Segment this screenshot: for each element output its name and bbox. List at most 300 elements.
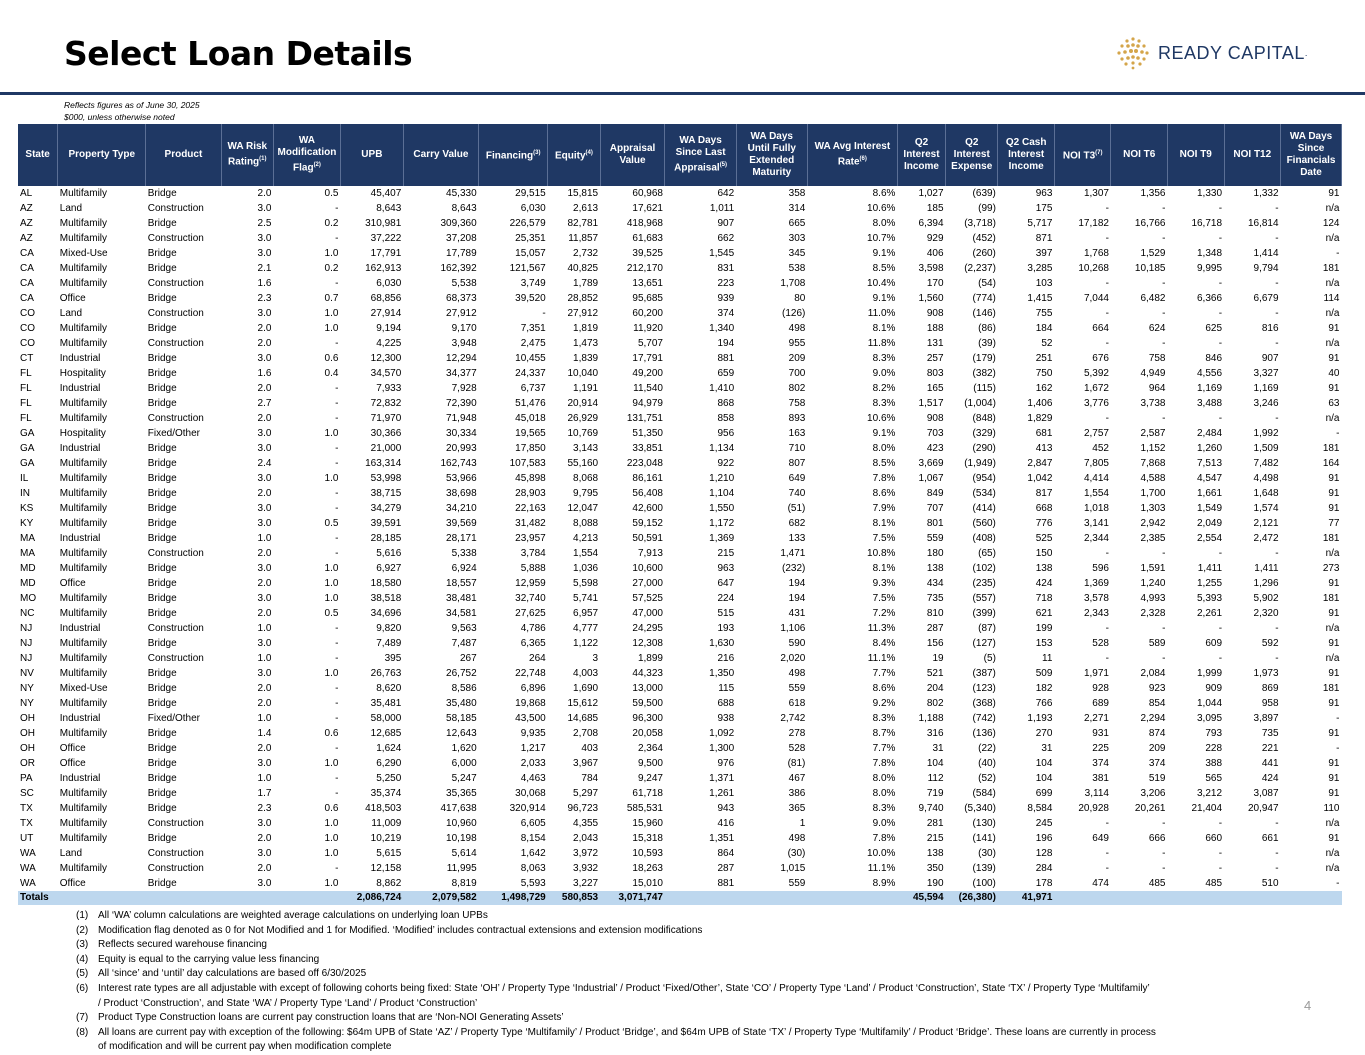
table-cell: 956 xyxy=(717,428,735,439)
table-cell: 8.3% xyxy=(872,398,896,409)
table-cell: 2.0 xyxy=(257,683,272,694)
table-cell: 6,000 xyxy=(451,758,477,769)
table-cell: 801 xyxy=(926,518,944,529)
column-header-label: NOI T3 xyxy=(1062,150,1096,162)
table-cell: 9,935 xyxy=(520,728,546,739)
table-cell: 3.0 xyxy=(257,503,272,514)
table-cell: 943 xyxy=(717,803,735,814)
table-cell: 114 xyxy=(1323,293,1340,304)
table-cell: Construction xyxy=(147,623,204,634)
table-cell: 2,084 xyxy=(1140,668,1166,679)
table-cell: 6,605 xyxy=(520,818,546,829)
table-cell: 9.0% xyxy=(872,368,896,379)
table-cell: 8,862 xyxy=(376,878,402,889)
table-cell: 3.0 xyxy=(257,638,272,649)
table-cell: - xyxy=(1162,233,1166,244)
table-cell: - xyxy=(1275,338,1279,349)
table-cell: (382) xyxy=(972,368,996,379)
table-cell: 181 xyxy=(1322,533,1340,544)
table-cell: 5,902 xyxy=(1253,593,1279,604)
table-cell: - xyxy=(335,773,339,784)
table-cell: 24,295 xyxy=(632,623,663,634)
table-cell: CO xyxy=(20,338,35,349)
table-cell: 2.0 xyxy=(257,488,272,499)
table-cell: 660 xyxy=(1205,833,1223,844)
units-note: $000, unless otherwise noted xyxy=(64,112,175,122)
table-cell: - xyxy=(335,698,339,709)
table-cell: - xyxy=(1105,653,1109,664)
table-cell: 264 xyxy=(529,653,546,664)
table-cell: (81) xyxy=(787,758,806,769)
table-cell: 15,057 xyxy=(515,248,546,259)
table-cell: - xyxy=(1336,743,1340,754)
table-cell: 1.0 xyxy=(324,758,339,769)
table-cell: (115) xyxy=(973,383,996,394)
table-cell: 8,643 xyxy=(376,203,402,214)
table-cell: 1,106 xyxy=(780,623,806,634)
table-cell: - xyxy=(1275,863,1279,874)
table-cell: 17,850 xyxy=(515,443,546,454)
table-cell: (232) xyxy=(782,563,806,574)
table-cell: 8.5% xyxy=(872,263,896,274)
totals-cell: 3,071,747 xyxy=(600,891,665,905)
table-cell: - xyxy=(1162,278,1166,289)
table-cell: 162,913 xyxy=(365,263,402,274)
table-cell: 12,643 xyxy=(446,728,477,739)
table-cell: 6,365 xyxy=(520,638,546,649)
table-cell: 397 xyxy=(1035,248,1053,259)
table-cell: 3,749 xyxy=(520,278,546,289)
table-cell: (2,237) xyxy=(964,263,996,274)
table-cell: 96,300 xyxy=(632,713,663,724)
table-cell: 1,134 xyxy=(709,443,735,454)
table-cell: 91 xyxy=(1328,758,1340,769)
table-cell: 4,213 xyxy=(573,533,599,544)
logo-text: READY CAPITAL xyxy=(1158,42,1305,63)
table-cell: 2,732 xyxy=(573,248,599,259)
table-cell: 8.2% xyxy=(872,383,896,394)
footnote-number xyxy=(76,997,98,1012)
table-cell: MD xyxy=(20,563,36,574)
table-cell: 964 xyxy=(1148,383,1166,394)
table-cell: 12,158 xyxy=(370,863,402,874)
table-cell: OH xyxy=(20,743,35,754)
table-cell: 1,411 xyxy=(1254,563,1279,574)
table-cell: 11,920 xyxy=(633,323,663,334)
table-cell: 82,781 xyxy=(567,218,599,229)
table-cell: 0.5 xyxy=(324,608,339,619)
table-cell: 6,030 xyxy=(376,278,402,289)
footnote xyxy=(76,982,1156,997)
footnote-text: Modification flag denoted as 0 for Not Modified and 1 for Modified. ‘Modified’ includes contractual extensions and extension modifications xyxy=(98,924,703,936)
table-cell: 27,912 xyxy=(567,308,599,319)
table-cell: 3 xyxy=(592,653,599,664)
table-cell: 0.5 xyxy=(324,188,339,199)
table-cell: 1,348 xyxy=(1197,248,1223,259)
table-cell: 9,820 xyxy=(376,623,402,634)
column-header xyxy=(1168,124,1225,186)
table-cell: 874 xyxy=(1148,728,1166,739)
table-cell: 8.6% xyxy=(872,488,896,499)
table-cell: 3,227 xyxy=(573,878,599,889)
table-cell: 56,408 xyxy=(632,488,663,499)
table-cell: 26,752 xyxy=(446,668,477,679)
table-cell: 4,355 xyxy=(573,818,599,829)
table-cell: 2,847 xyxy=(1027,458,1053,469)
ready-capital-logo-icon xyxy=(1116,36,1150,70)
table-cell: 1,620 xyxy=(451,743,477,754)
table-cell: (329) xyxy=(972,428,996,439)
table-cell: (954) xyxy=(972,473,996,484)
table-cell: 138 xyxy=(926,563,944,574)
column-header-label: Property Type xyxy=(68,149,135,160)
table-cell: 13,000 xyxy=(632,683,663,694)
table-cell: 91 xyxy=(1328,323,1340,334)
table-cell: 1,369 xyxy=(1083,578,1109,589)
table-cell: 7,351 xyxy=(520,323,546,334)
table-cell: Construction xyxy=(147,548,204,559)
table-cell: 18,580 xyxy=(370,578,402,589)
table-cell: 182 xyxy=(1035,683,1053,694)
table-cell: 452 xyxy=(1092,443,1109,454)
table-cell: 2,742 xyxy=(780,713,806,724)
column-header-label: WA Days Since Financials Date xyxy=(1286,131,1336,178)
table-cell: 267 xyxy=(459,653,477,664)
table-cell: 4,498 xyxy=(1253,473,1279,484)
totals-cell xyxy=(1168,891,1225,905)
table-cell: - xyxy=(1105,278,1109,289)
table-cell: 7,805 xyxy=(1083,458,1109,469)
table-cell: 521 xyxy=(926,668,944,679)
table-cell: 374 xyxy=(1148,758,1166,769)
table-cell: 810 xyxy=(926,608,944,619)
table-cell: (3,718) xyxy=(964,218,996,229)
table-cell: CT xyxy=(20,353,34,364)
table-cell: - xyxy=(335,623,339,634)
table-cell: 1,042 xyxy=(1027,473,1053,484)
table-cell: Bridge xyxy=(147,218,177,229)
table-cell: 3.0 xyxy=(257,848,272,859)
table-cell: 625 xyxy=(1205,323,1223,334)
table-cell: 735 xyxy=(1261,728,1279,739)
table-cell: 1,044 xyxy=(1197,698,1223,709)
table-cell: Bridge xyxy=(147,788,177,799)
table-row xyxy=(18,516,1342,531)
table-cell: Bridge xyxy=(147,443,177,454)
table-cell: 3.0 xyxy=(257,353,272,364)
table-cell: 38,481 xyxy=(446,593,477,604)
table-cell: 5,538 xyxy=(451,278,477,289)
totals-cell: 1,498,729 xyxy=(479,891,548,905)
table-cell: 7,913 xyxy=(637,548,663,559)
table-cell: 178 xyxy=(1035,878,1053,889)
table-cell: 194 xyxy=(788,593,806,604)
table-cell: 1,255 xyxy=(1197,578,1223,589)
table-cell: Land xyxy=(59,308,83,319)
table-cell: n/a xyxy=(1325,548,1340,559)
table-cell: 2.0 xyxy=(257,743,272,754)
table-cell: - xyxy=(335,278,339,289)
table-row xyxy=(18,681,1342,696)
table-cell: (130) xyxy=(972,818,996,829)
table-cell: 20,261 xyxy=(1134,803,1166,814)
table-cell: 17,791 xyxy=(632,353,663,364)
table-cell: 1.0 xyxy=(324,833,339,844)
table-cell: 3,776 xyxy=(1083,398,1109,409)
table-cell: 2,344 xyxy=(1083,533,1109,544)
table-cell: Bridge xyxy=(147,248,177,259)
table-cell: 929 xyxy=(926,233,944,244)
table-cell: - xyxy=(1162,818,1166,829)
table-cell: 365 xyxy=(788,803,806,814)
table-cell: 212,170 xyxy=(626,263,663,274)
table-cell: NC xyxy=(20,608,35,619)
table-cell: 8,586 xyxy=(451,683,477,694)
footnote-number: (6) xyxy=(76,982,89,994)
table-cell: 1,036 xyxy=(573,563,599,574)
table-cell: 485 xyxy=(1148,878,1166,889)
table-cell: 185 xyxy=(926,203,944,214)
table-cell: Office xyxy=(59,578,86,589)
table-cell: 766 xyxy=(1035,698,1053,709)
table-cell: Hospitality xyxy=(59,368,106,379)
table-cell: 228 xyxy=(1205,743,1223,754)
column-header xyxy=(58,124,146,186)
table-row xyxy=(18,366,1342,381)
table-cell: Multifamily xyxy=(59,818,108,829)
table-cell: 740 xyxy=(788,488,806,499)
table-cell: 1,406 xyxy=(1027,398,1053,409)
column-header xyxy=(340,124,403,186)
table-cell: (387) xyxy=(972,668,996,679)
table-cell: 91 xyxy=(1328,728,1340,739)
table-cell: 59,152 xyxy=(632,518,663,529)
table-cell: 7,868 xyxy=(1140,458,1166,469)
column-header-label: Product xyxy=(164,149,203,160)
table-cell: 31 xyxy=(1041,743,1053,754)
table-cell: (179) xyxy=(972,353,996,364)
table-cell: 86,161 xyxy=(632,473,663,484)
table-cell: Industrial xyxy=(59,533,101,544)
column-header xyxy=(18,124,58,186)
table-cell: - xyxy=(1275,848,1279,859)
table-cell: 2.0 xyxy=(257,833,272,844)
table-cell: 35,365 xyxy=(446,788,477,799)
table-cell: 15,960 xyxy=(632,818,663,829)
table-cell: 9.3% xyxy=(872,578,896,589)
table-cell: 5,717 xyxy=(1027,218,1053,229)
table-cell: GA xyxy=(20,458,35,469)
table-cell: FL xyxy=(20,398,32,409)
table-cell: 3,488 xyxy=(1197,398,1223,409)
table-cell: - xyxy=(335,638,339,649)
table-cell: 1,411 xyxy=(1197,563,1223,574)
table-cell: 2.7 xyxy=(257,398,272,409)
table-cell: 559 xyxy=(926,533,944,544)
table-cell: 257 xyxy=(926,353,944,364)
table-cell: 21,000 xyxy=(370,443,402,454)
table-cell: 27,912 xyxy=(446,308,477,319)
table-cell: 49,200 xyxy=(632,368,663,379)
table-cell: 909 xyxy=(1205,683,1223,694)
table-cell: 91 xyxy=(1328,773,1340,784)
table-cell: - xyxy=(335,683,339,694)
table-cell: Multifamily xyxy=(59,188,108,199)
table-cell: - xyxy=(1218,848,1223,859)
table-cell: 35,480 xyxy=(446,698,477,709)
table-cell: 7.7% xyxy=(872,668,896,679)
table-cell: 1,369 xyxy=(709,533,735,544)
table-cell: 8,819 xyxy=(451,878,477,889)
totals-cell: Totals xyxy=(18,891,58,905)
table-cell: 16,718 xyxy=(1191,218,1223,229)
table-cell: 3.0 xyxy=(257,233,272,244)
table-cell: 682 xyxy=(788,518,806,529)
table-cell: - xyxy=(335,413,339,424)
table-cell: NY xyxy=(20,683,34,694)
table-cell: 849 xyxy=(926,488,944,499)
table-cell: 162,392 xyxy=(440,263,477,274)
table-cell: Industrial xyxy=(59,773,101,784)
table-cell: 2,385 xyxy=(1140,533,1166,544)
table-cell: 6,896 xyxy=(520,683,546,694)
footnote xyxy=(76,997,1156,1012)
table-cell: Multifamily xyxy=(59,263,108,274)
table-cell: 3.0 xyxy=(257,308,272,319)
table-cell: 2.0 xyxy=(257,338,272,349)
table-cell: 1,829 xyxy=(1027,413,1053,424)
footnote xyxy=(76,1040,1156,1055)
table-cell: AL xyxy=(20,188,33,199)
table-cell: Multifamily xyxy=(59,413,108,424)
page-title: Select Loan Details xyxy=(64,34,413,73)
table-cell: 776 xyxy=(1035,518,1053,529)
table-cell: 908 xyxy=(926,308,944,319)
table-cell: (290) xyxy=(972,443,996,454)
table-cell: 20,947 xyxy=(1247,803,1279,814)
table-cell: 163 xyxy=(788,428,806,439)
table-cell: AZ xyxy=(20,218,33,229)
table-cell: 2,033 xyxy=(520,758,546,769)
table-cell: 165 xyxy=(926,383,944,394)
table-cell: 1,899 xyxy=(637,653,663,664)
table-cell: 1,018 xyxy=(1083,503,1109,514)
table-cell: KS xyxy=(20,503,34,514)
table-cell: 7,489 xyxy=(376,638,402,649)
totals-cell xyxy=(273,891,340,905)
table-cell: 33,851 xyxy=(632,443,663,454)
table-cell: 60,200 xyxy=(632,308,663,319)
table-cell: 2.0 xyxy=(257,383,272,394)
column-header xyxy=(665,124,736,186)
table-cell: 115 xyxy=(718,683,735,694)
table-cell: Multifamily xyxy=(59,593,108,604)
table-cell: - xyxy=(1275,413,1279,424)
table-cell: 3.0 xyxy=(257,443,272,454)
table-cell: 2,328 xyxy=(1140,608,1166,619)
table-cell: 0.5 xyxy=(324,518,339,529)
table-cell: 1,999 xyxy=(1197,668,1223,679)
table-cell: 498 xyxy=(788,668,806,679)
column-header-label: NOI T6 xyxy=(1123,149,1156,160)
table-cell: 4,949 xyxy=(1140,368,1166,379)
table-cell: - xyxy=(1162,413,1166,424)
footnote-number: (4) xyxy=(76,953,89,965)
table-cell: - xyxy=(1105,203,1109,214)
table-cell: 699 xyxy=(1035,788,1053,799)
table-cell: (584) xyxy=(972,788,996,799)
table-cell: 28,185 xyxy=(370,533,402,544)
table-cell: 8.5% xyxy=(872,458,896,469)
table-cell: 26,763 xyxy=(370,668,402,679)
table-cell: 928 xyxy=(1092,683,1109,694)
table-cell: 251 xyxy=(1035,353,1053,364)
table-cell: SC xyxy=(20,788,34,799)
table-cell: 91 xyxy=(1328,698,1340,709)
table-cell: 1,471 xyxy=(780,548,806,559)
table-cell: n/a xyxy=(1325,863,1340,874)
table-row xyxy=(18,456,1342,471)
table-cell: Multifamily xyxy=(59,458,108,469)
table-row xyxy=(18,606,1342,621)
table-cell: 193 xyxy=(717,623,735,634)
totals-cell: 2,079,582 xyxy=(403,891,478,905)
table-cell: 1.4 xyxy=(257,728,272,739)
table-cell: 1.6 xyxy=(257,368,272,379)
table-cell: Construction xyxy=(147,233,204,244)
table-cell: 196 xyxy=(1035,833,1053,844)
table-cell: 816 xyxy=(1261,323,1279,334)
table-cell: CA xyxy=(20,263,34,274)
column-header-label: Q2 Cash Interest Income xyxy=(1005,137,1047,172)
table-cell: 12,300 xyxy=(370,353,402,364)
table-cell: 9.1% xyxy=(872,248,896,259)
table-cell: 3,143 xyxy=(573,443,599,454)
table-cell: - xyxy=(1105,848,1109,859)
table-cell: - xyxy=(1218,623,1223,634)
table-cell: 223,048 xyxy=(626,458,663,469)
table-cell: (22) xyxy=(978,743,996,754)
table-cell: 34,377 xyxy=(446,368,477,379)
table-cell: 7.8% xyxy=(872,833,896,844)
table-cell: Bridge xyxy=(147,398,177,409)
table-cell: 163,314 xyxy=(365,458,402,469)
table-cell: 2,554 xyxy=(1197,533,1223,544)
table-cell: 2.4 xyxy=(257,458,272,469)
table-cell: 3,738 xyxy=(1140,398,1166,409)
table-cell: 1.6 xyxy=(257,278,272,289)
table-cell: 2.0 xyxy=(257,188,272,199)
footnote-text: All loans are current pay with exception of the following: $64m UPB of State ‘AZ’ / Property Type ‘Multifamily’ / Product ‘Bridge’, and $64m UPB of State ‘TX’ / Property Type ‘Multifamily’ / Product ‘Bridge’. These loans are currently in process xyxy=(98,1026,1156,1038)
table-cell: 1,550 xyxy=(709,503,735,514)
table-cell: 3,087 xyxy=(1253,788,1279,799)
table-cell: 28,852 xyxy=(567,293,599,304)
table-cell: 164 xyxy=(1322,458,1340,469)
table-cell: 688 xyxy=(717,698,735,709)
table-cell: 467 xyxy=(788,773,806,784)
table-row xyxy=(18,636,1342,651)
table-cell: 281 xyxy=(926,818,944,829)
table-cell: 395 xyxy=(384,653,402,664)
table-cell: Construction xyxy=(147,848,204,859)
table-cell: 3,598 xyxy=(918,263,944,274)
table-cell: 181 xyxy=(1322,593,1340,604)
table-cell: 112 xyxy=(927,773,944,784)
table-cell: 43,500 xyxy=(515,713,546,724)
table-cell: - xyxy=(335,653,339,664)
table-cell: 10.4% xyxy=(867,278,896,289)
table-cell: 226,579 xyxy=(509,218,546,229)
